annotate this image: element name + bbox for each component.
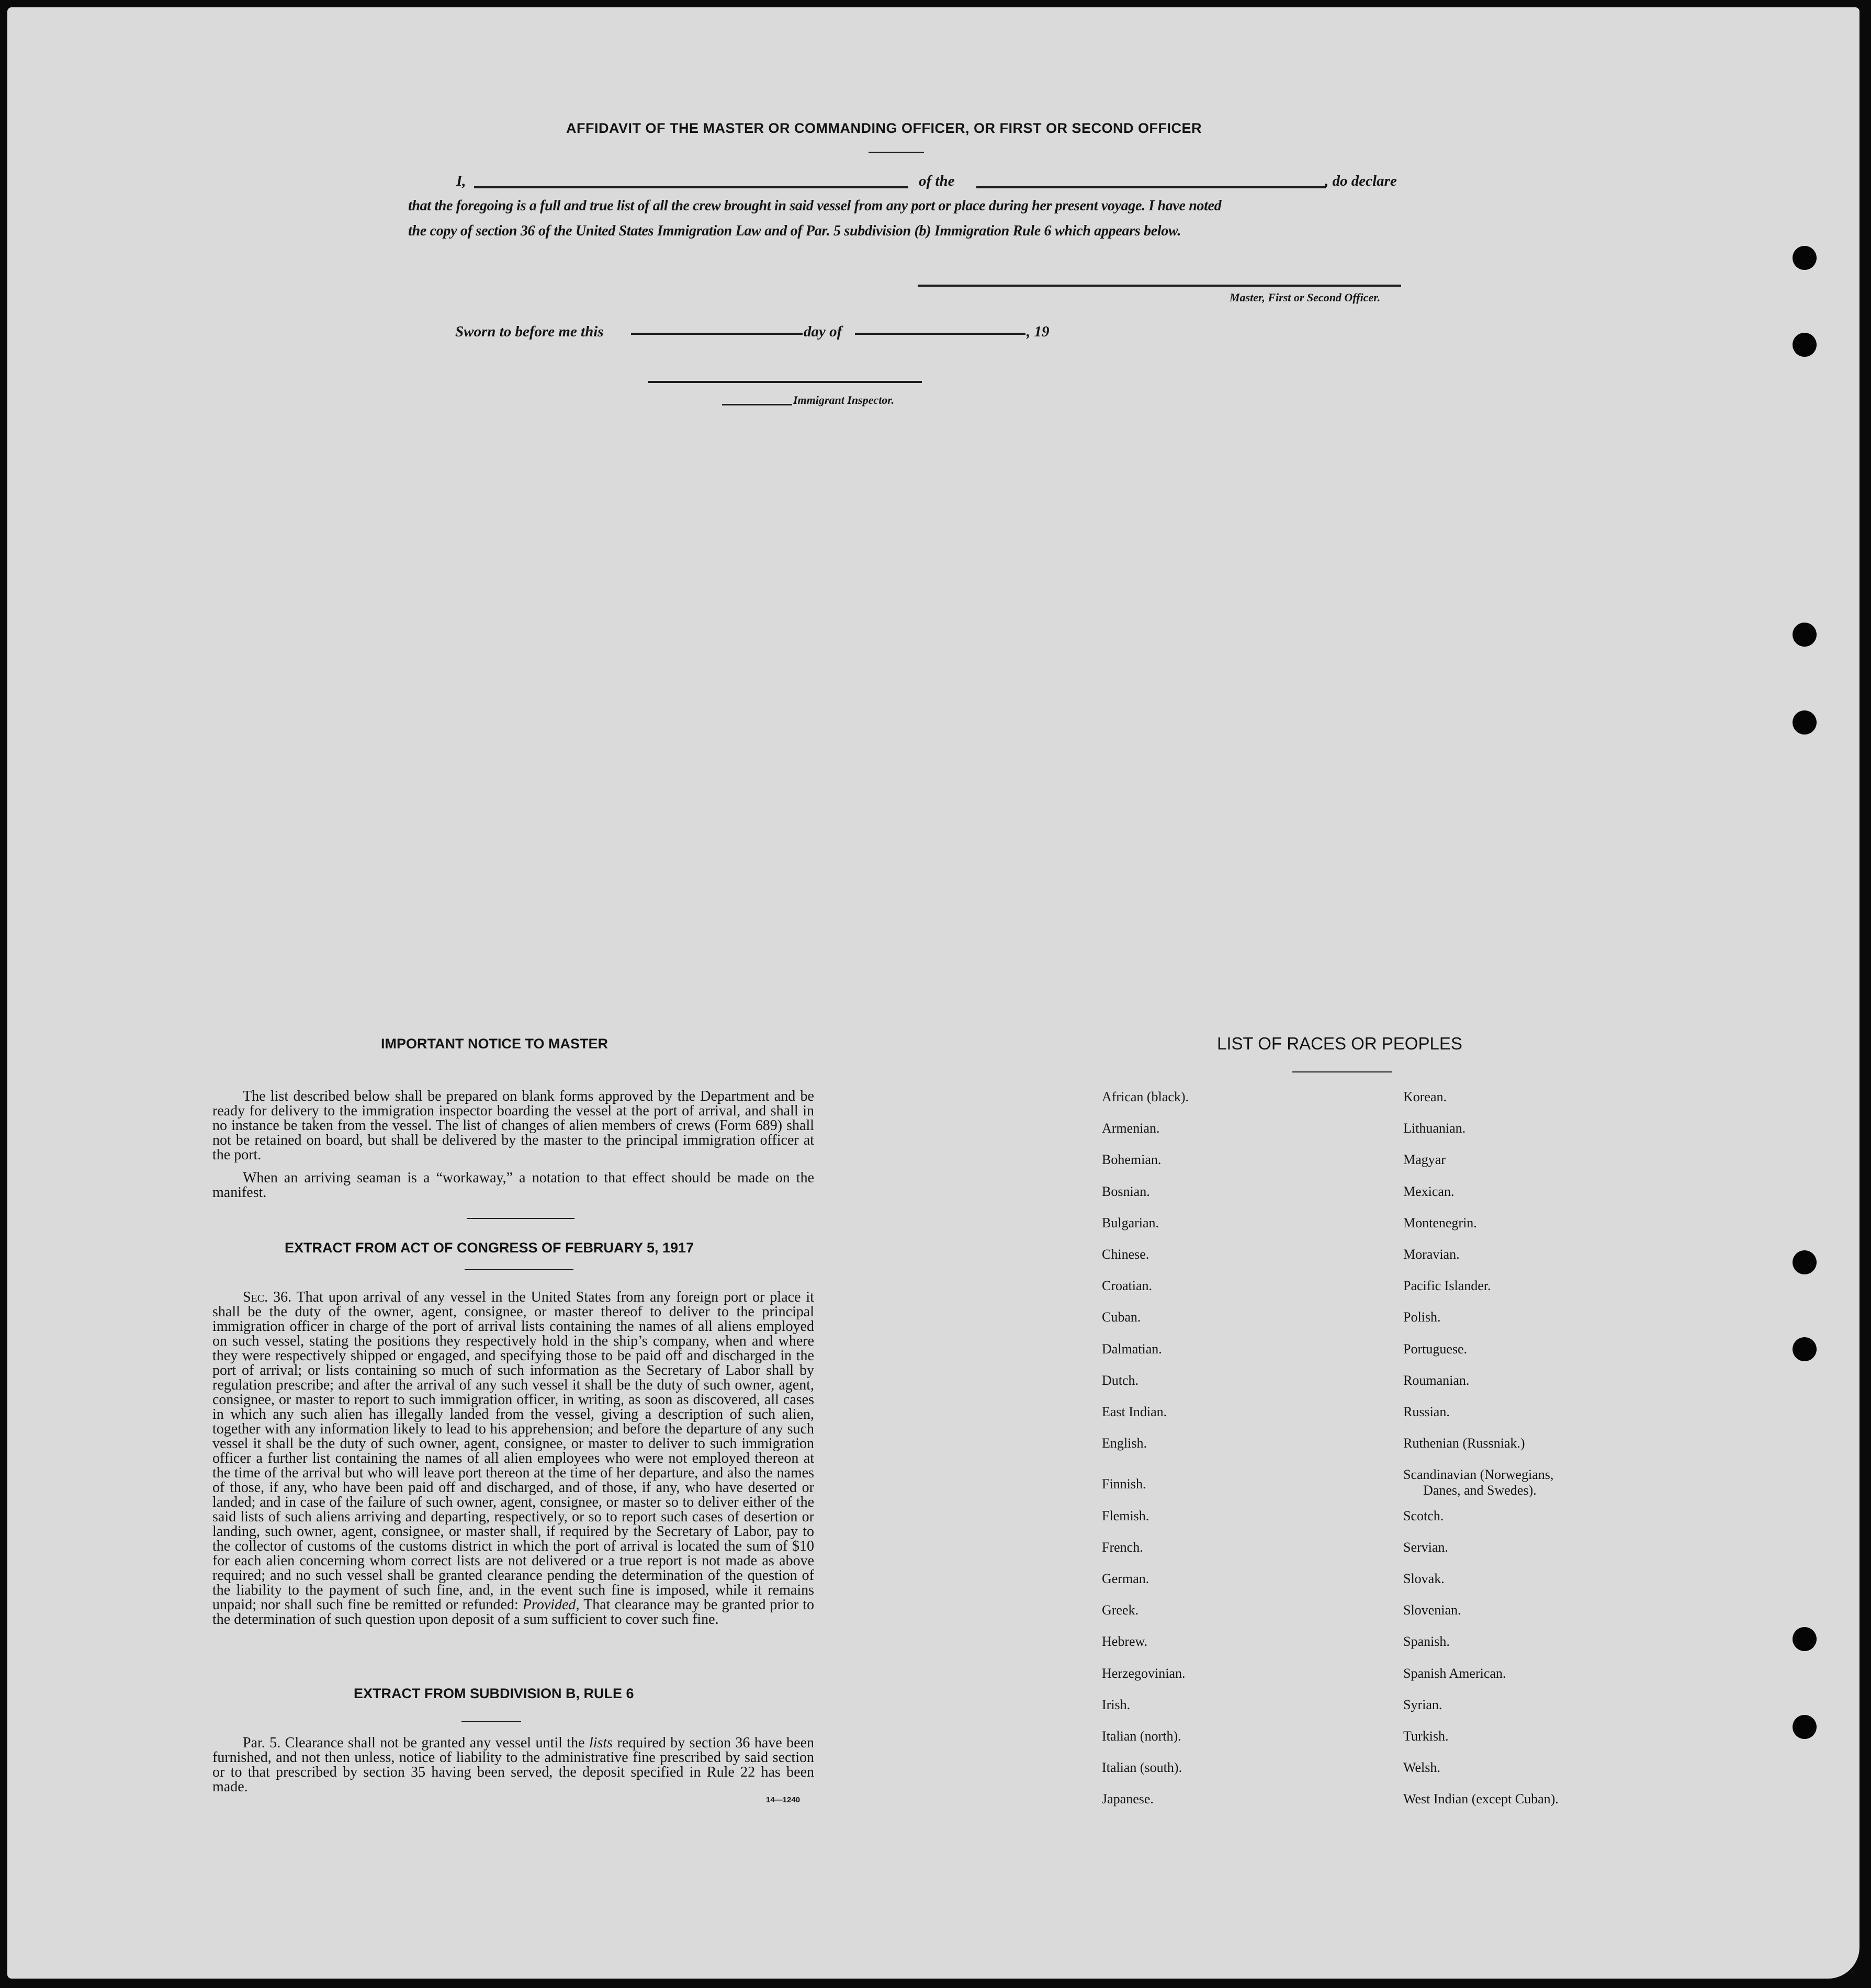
sworn-month-blank[interactable] — [855, 333, 1025, 335]
affidavit-title: AFFIDAVIT OF THE MASTER OR COMMANDING OFFICER, OR FIRST OR SECOND OFFICER — [566, 120, 1202, 136]
year-label: , 19 — [1027, 323, 1050, 340]
race-item: Italian (south). — [1102, 1760, 1182, 1776]
affidavit-do-declare: , do declare — [1325, 173, 1397, 189]
race-item: Japanese. — [1102, 1791, 1154, 1807]
binder-hole — [1793, 1715, 1817, 1739]
inspector-signature-line[interactable] — [648, 381, 922, 383]
race-item: Irish. — [1102, 1697, 1131, 1712]
race-item: English. — [1102, 1436, 1147, 1451]
race-item: Moravian. — [1403, 1247, 1460, 1262]
race-item: East Indian. — [1102, 1404, 1167, 1419]
race-item: African (black). — [1102, 1089, 1189, 1104]
race-item: Herzegovinian. — [1102, 1665, 1186, 1681]
extract-rule-text — [212, 1736, 814, 1794]
affidavit-line-3: the copy of section 36 of the United States Immigration Law and of Par. 5 subdivision (b) Immigration Rule 6 which appears below. — [408, 223, 1181, 239]
rule-text-a: Par. 5. Clearance shall not be granted any vessel until the — [243, 1735, 585, 1751]
binder-hole — [1793, 1627, 1817, 1651]
race-item: Portuguese. — [1403, 1341, 1468, 1357]
race-item: Polish. — [1403, 1309, 1441, 1325]
race-item: Bosnian. — [1102, 1183, 1150, 1199]
race-item: Turkish. — [1403, 1729, 1449, 1744]
race-item: Spanish American. — [1403, 1665, 1506, 1681]
race-item: Slovak. — [1403, 1571, 1445, 1587]
extract-act-title: EXTRACT FROM ACT OF CONGRESS OF FEBRUARY 5, 1917 — [285, 1240, 694, 1256]
rule-text-b: required by section 36 have been furnished, and not then unless, notice of liability to the administrative fine prescribed by said section or to that prescribed by section 35 having been served, the deposit specified in Rule 22 has been made. — [212, 1735, 814, 1795]
binder-hole — [1793, 1250, 1817, 1274]
race-item: Slovenian. — [1403, 1602, 1461, 1618]
race-item: West Indian (except Cuban). — [1403, 1791, 1559, 1807]
race-item: Pacific Islander. — [1403, 1278, 1491, 1294]
race-item: Korean. — [1403, 1089, 1447, 1104]
binder-hole — [1793, 710, 1817, 735]
sworn-day-blank[interactable] — [631, 333, 803, 335]
race-item: Lithuanian. — [1403, 1121, 1466, 1136]
lists-word: lists — [589, 1735, 613, 1751]
race-item: Bohemian. — [1102, 1152, 1162, 1168]
vessel-blank[interactable] — [976, 186, 1326, 188]
section-rule — [461, 1721, 521, 1722]
sec-text-end: That clearance may be granted prior to the determination of such question upon deposit of a sum sufficient to cover such fine. — [212, 1597, 815, 1628]
sec-text: That upon arrival of any vessel in the United States from any foreign port or place it shall be the duty of the owner, agent, consignee, or master thereof to deliver to the principal immigration officer in charge of the port of arrival lists containing the names of all aliens employed on such vessel, stating the positions they respectively hold in the ship’s company, when and where they were respectively shipped or engaged, and specifying those to be paid off and discharged in the port of arrival; or lists containing so much of such information as the Secretary of Labor shall by regulation prescribe; and after the arrival of any such vessel it shall be the duty of such owner, agent, consignee, or master to report to such immigration officer, in writing, as soon as discovered, all cases in which any such alien has illegally landed from the vessel, giving a description of such alien, together with any information likely to lead to his apprehension; and before the departure of any such vessel it shall be the duty of such owner, agent, consignee, or master to deliver to such immigration officer a further list containing the names of all alien employees who were not employed thereon at the time of the arrival but who will leave port thereon at the time of her departure, and also the names of those, if any, who have been paid off and discharged, and of those, if any, who have deserted or landed; and in case of the failure of such owner, agent, consignee, or master so to deliver either of the said lists of such aliens arriving and departing, respectively, or so to report such cases of desertion or landing, such owner, agent, consignee, or master shall, if required by the Secretary of Labor, pay to the collector of customs of the customs district in which the port of arrival is located the sum of $10 for each alien concerning whom correct lists are not delivered or a true report is not made as above required; and no such vessel shall be granted clearance pending the determination of the question of the liability to the payment of such fine, and, in the event such fine is imposed, while it remains unpaid; nor shall such fine be remitted or refunded: — [212, 1289, 814, 1613]
section-rule — [1292, 1071, 1392, 1072]
section-rule — [465, 1269, 573, 1270]
race-item: Finnish. — [1102, 1476, 1146, 1492]
title-rule — [869, 152, 924, 153]
race-item: Russian. — [1403, 1404, 1450, 1419]
day-of-label: day of — [804, 323, 842, 340]
race-item: Welsh. — [1403, 1760, 1440, 1776]
race-item: Roumanian. — [1403, 1372, 1470, 1388]
inspector-short-line — [722, 404, 792, 405]
race-item: Cuban. — [1102, 1309, 1141, 1325]
race-item: Servian. — [1403, 1539, 1448, 1555]
race-item-continuation: Danes, and Swedes). — [1423, 1483, 1537, 1498]
race-item: Armenian. — [1102, 1121, 1160, 1136]
provided-word: Provided, — [522, 1597, 580, 1613]
signature-caption: Master, First or Second Officer. — [1230, 291, 1381, 304]
race-item: Flemish. — [1102, 1508, 1149, 1523]
notice-para-2: When an arriving seaman is a “workaway,” a notation to that effect should be made on the manifest. — [212, 1170, 814, 1201]
signature-line[interactable] — [918, 285, 1401, 287]
race-item: German. — [1102, 1571, 1149, 1587]
document-page — [7, 7, 1859, 1979]
races-title: LIST OF RACES OR PEOPLES — [1217, 1034, 1462, 1053]
extract-rule-title: EXTRACT FROM SUBDIVISION B, RULE 6 — [354, 1686, 634, 1701]
race-item: Scotch. — [1403, 1508, 1444, 1523]
inspector-caption: Immigrant Inspector. — [793, 393, 895, 406]
race-item: Mexican. — [1403, 1183, 1455, 1199]
notice-para-1: The list described below shall be prepared on blank forms approved by the Department and be ready for delivery to the immigration inspector boarding the vessel at the port of arrival, and shall in no instance be taken from the vessel. The list of changes of alien members of crews (Form 689) shall not be retained on board, but shall be delivered by the master to the principal immigration officer at the port. — [212, 1088, 814, 1163]
race-item: Bulgarian. — [1102, 1215, 1159, 1230]
race-item: Spanish. — [1403, 1634, 1450, 1650]
sec-label: Sec. 36. — [243, 1289, 292, 1305]
name-blank[interactable] — [474, 186, 908, 188]
section-rule — [467, 1218, 574, 1219]
form-number: 14—1240 — [766, 1795, 801, 1804]
race-item: Syrian. — [1403, 1697, 1442, 1712]
affidavit-line-2: that the foregoing is a full and true list of all the crew brought in said vessel from any port or place during her present voyage. I have noted — [408, 198, 1222, 214]
binder-hole — [1793, 1337, 1817, 1361]
race-item: Italian (north). — [1102, 1729, 1181, 1744]
race-item: French. — [1102, 1539, 1143, 1555]
race-item: Dalmatian. — [1102, 1341, 1162, 1357]
race-item: Croatian. — [1102, 1278, 1153, 1294]
race-item: Chinese. — [1102, 1247, 1149, 1262]
binder-hole — [1793, 623, 1817, 647]
affidavit-of-the: of the — [919, 173, 955, 189]
race-item: Greek. — [1102, 1602, 1139, 1618]
race-item: Scandinavian (Norwegians, — [1403, 1467, 1554, 1483]
notice-title: IMPORTANT NOTICE TO MASTER — [381, 1036, 608, 1052]
race-item: Montenegrin. — [1403, 1215, 1477, 1230]
race-item: Ruthenian (Russniak.) — [1403, 1436, 1525, 1451]
race-item: Magyar — [1403, 1152, 1446, 1168]
extract-act-text — [212, 1290, 814, 1627]
binder-hole — [1793, 246, 1817, 270]
race-item: Hebrew. — [1102, 1634, 1148, 1650]
affidavit-i-label: I, — [456, 173, 466, 189]
race-item: Dutch. — [1102, 1372, 1139, 1388]
sworn-label: Sworn to before me this — [455, 323, 604, 340]
binder-hole — [1793, 333, 1817, 357]
